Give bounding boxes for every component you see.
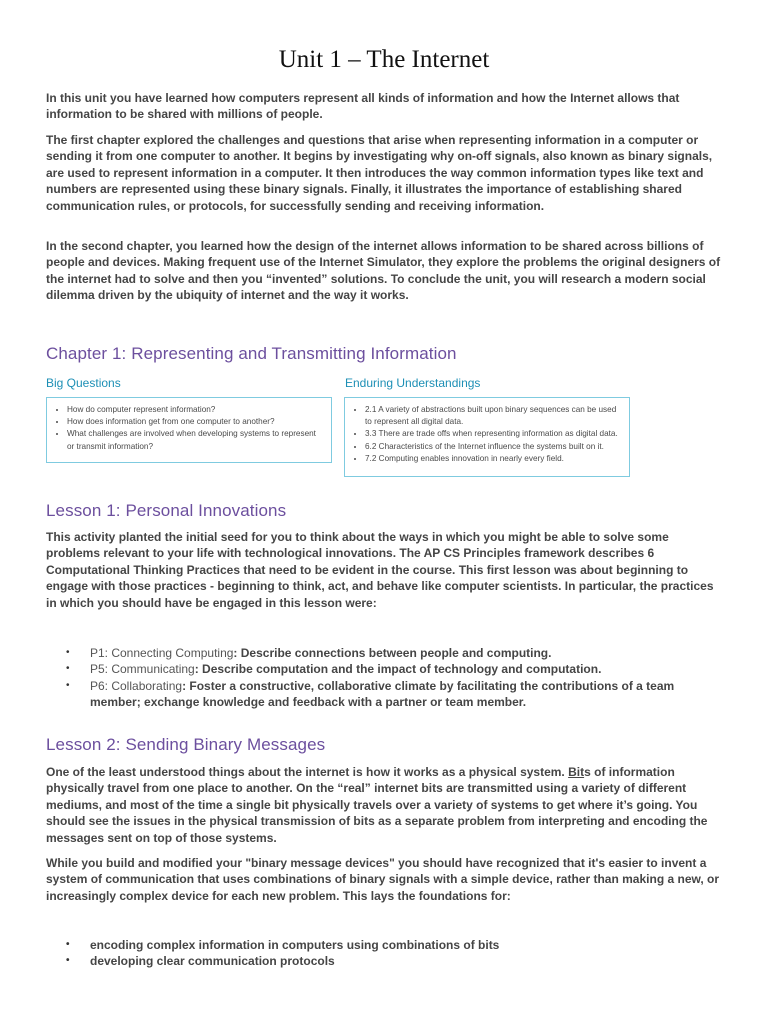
document-title: Unit 1 – The Internet	[278, 46, 490, 73]
bullet-icon: •	[66, 939, 70, 950]
practice-description: : Describe connections between people and computing.	[233, 646, 552, 660]
list-item	[66, 937, 726, 953]
bit-term: Bit	[568, 765, 585, 779]
bullet-icon: •	[66, 647, 70, 658]
intro-paragraph-1: In this unit you have learned how computers represent all kinds of information and how the Internet allows that information to be shared with millions of people.	[46, 91, 680, 122]
enduring-understandings-box	[344, 397, 630, 477]
bullet-icon: •	[66, 663, 70, 675]
intro-paragraph-3: In the second chapter, you learned how the design of the internet allows information to be shared across billions of people and devices. Making frequent use of the Internet Simulator, they explore the problems the original designers of the internet had to solve and then you “invented” solutions. To conclude the unit, you will research a modern social dilemma driven by the ubiquity of internet and the way it works.	[46, 239, 721, 303]
list-item: • What challenges are involved when developing systems to represent or transmit information?	[67, 428, 325, 452]
bullet-icon: •	[66, 679, 70, 691]
practices-list	[66, 645, 726, 711]
lesson1-body: This activity planted the initial seed for you to think about the ways in which you might be able to solve some problems relevant to your life with technological innovations. The AP CS Principles framework describes 6 Computational Thinking Practices that need to be evident in the course. This first lesson was about beginning to engage with those practices - beginning to think, act, and behave like computer scientists. In particular, the practices in which you should have be engaged in this lesson were:	[46, 530, 714, 610]
practice-description: : Describe computation and the impact of technology and computation.	[194, 662, 602, 677]
foundation-item: developing clear communication protocols	[90, 954, 335, 969]
list-item: • 6.2 Characteristics of the Internet influence the systems built on it.	[365, 441, 623, 453]
lesson2-paragraph-1	[46, 764, 726, 846]
list-item: • 2.1 A variety of abstractions built upon binary sequences can be used to represent all digital data.	[365, 404, 623, 428]
big-questions-title: Big Questions	[46, 376, 121, 390]
lesson2-paragraph-1-rest: s of information physically travel from one place to another. On the “real” internet bits are transmitted using a variety of different mediums, and most of the time a single bit physically travels over a variety of systems to get where it’s going. You should see the issues in the physical transmission of bits as a separate problem from interpreting and encoding the messages sent on top of those systems.	[46, 765, 708, 845]
chapter1-heading: Chapter 1: Representing and Transmitting Information	[46, 344, 457, 363]
intro-paragraph-2: The first chapter explored the challenges and questions that arise when representing information in a computer or sending it from one computer to another. It begins by investigating why on-off signals, also known as binary signals, are used to represent information in a computer. It then introduces the way common information types like text and numbers are represented using these binary signals. Finally, it illustrates the importance of establishing shared communication rules, or protocols, for successfully sending and receiving information.	[46, 133, 713, 213]
enduring-understandings-title: Enduring Understandings	[345, 376, 481, 390]
enduring-understandings-list	[351, 404, 623, 465]
list-item	[66, 645, 726, 661]
list-item: • How does information get from one computer to another?	[67, 416, 325, 428]
list-item: • 7.2 Computing enables innovation in nearly every field.	[365, 453, 623, 465]
list-item	[66, 661, 726, 677]
bullet-icon: •	[66, 955, 70, 967]
big-questions-box	[46, 397, 332, 463]
lesson1-heading: Lesson 1: Personal Innovations	[46, 501, 287, 520]
lesson2-paragraph-1-start: One of the least understood things about the internet is how it works as a physical system.	[46, 765, 569, 779]
lesson2-heading: Lesson 2: Sending Binary Messages	[46, 735, 326, 754]
lesson2-paragraph-2: While you build and modified your "binary message devices" you should have recognized that it's easier to invent a system of communication that uses combinations of binary signals with a simple device, rather than making a new, or increasingly complex device for each new problem. This lays the foundations for:	[46, 856, 720, 903]
list-item	[66, 678, 726, 711]
list-item: • 3.3 There are trade offs when representing information as digital data.	[365, 428, 623, 440]
practice-label: P5: Communicating	[90, 662, 195, 677]
foundations-list	[66, 937, 726, 970]
practice-label: P6: Collaborating	[90, 678, 183, 693]
practice-description: : Foster a constructive, collaborative climate by facilitating the contributions of a team member; exchange knowledge and feedback with a partner or team member.	[90, 678, 675, 710]
list-item	[66, 953, 726, 969]
big-questions-list	[53, 404, 325, 453]
practice-label: P1: Connecting Computing	[90, 646, 234, 660]
foundation-item: encoding complex information in computers using combinations of bits	[90, 938, 500, 952]
list-item: • How do computer represent information?	[67, 404, 325, 416]
